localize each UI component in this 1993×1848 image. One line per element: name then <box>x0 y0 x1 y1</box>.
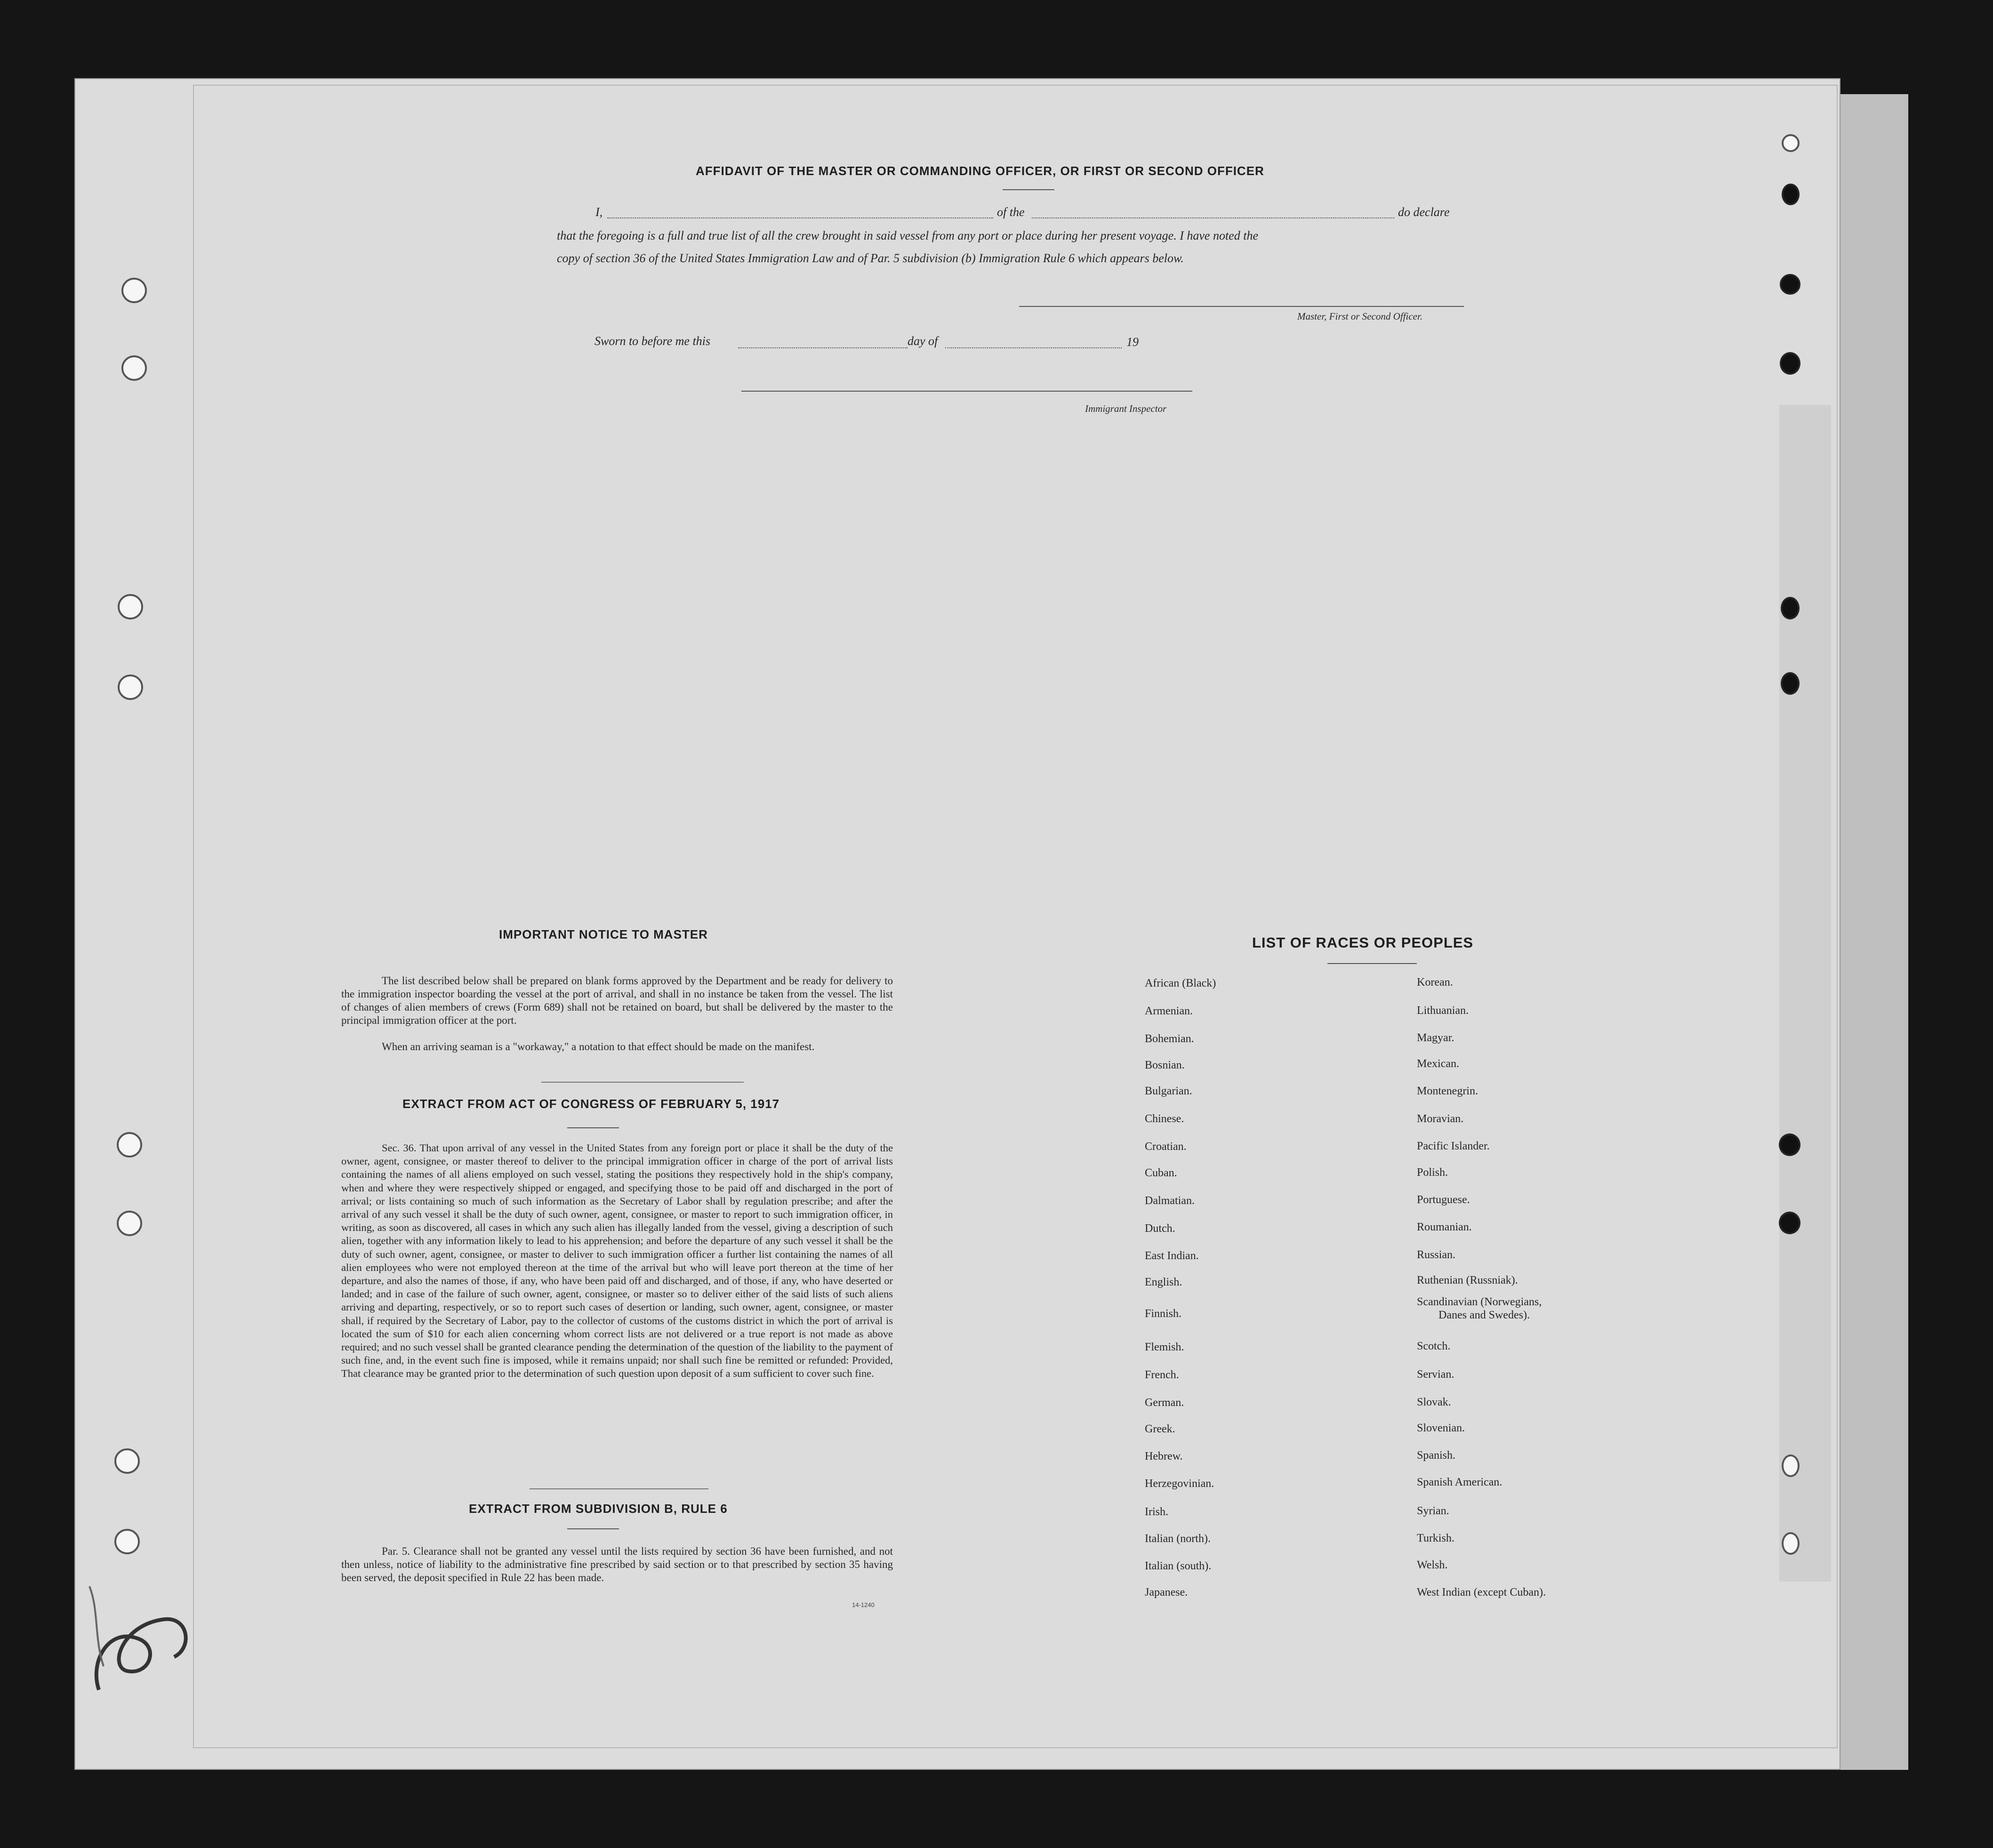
affidavit-line3: copy of section 36 of the United States Immigration Law and of Par. 5 subdivision (b) Immigration Rule 6 which appears below. <box>557 251 1184 265</box>
act-extract-title: EXTRACT FROM ACT OF CONGRESS OF FEBRUARY 5, 1917 <box>402 1097 780 1111</box>
punch-hole <box>1780 274 1800 295</box>
race-item: Lithuanian. <box>1417 1004 1469 1017</box>
race-item: Danes and Swedes). <box>1438 1309 1530 1321</box>
sworn-month-blank <box>945 347 1122 348</box>
race-item: Montenegrin. <box>1417 1085 1478 1097</box>
race-item: Ruthenian (Russniak). <box>1417 1274 1518 1286</box>
vessel-blank <box>1032 217 1394 218</box>
affidavit-title: AFFIDAVIT OF THE MASTER OR COMMANDING OFFICER, OR FIRST OR SECOND OFFICER <box>696 164 1264 178</box>
punch-hole <box>117 1132 142 1157</box>
name-blank <box>607 217 993 218</box>
title-underline <box>567 1528 619 1529</box>
race-item: English. <box>1145 1276 1182 1288</box>
punch-hole <box>1782 1532 1800 1555</box>
form-border <box>193 85 1838 1748</box>
race-item: Dutch. <box>1145 1222 1175 1235</box>
race-item: African (Black) <box>1145 977 1216 989</box>
race-item: Roumanian. <box>1417 1221 1472 1233</box>
race-item: Irish. <box>1145 1506 1168 1518</box>
notice-title: IMPORTANT NOTICE TO MASTER <box>499 927 708 941</box>
affidavit-line1-end: do declare <box>1398 205 1450 219</box>
punch-hole <box>1780 352 1800 375</box>
race-item: Bosnian. <box>1145 1059 1185 1071</box>
race-item: Herzegovinian. <box>1145 1478 1214 1490</box>
race-item: East Indian. <box>1145 1250 1199 1262</box>
form-number: 14-1240 <box>852 1601 875 1608</box>
title-underline <box>567 1127 619 1128</box>
rule-extract-title: EXTRACT FROM SUBDIVISION B, RULE 6 <box>469 1502 728 1516</box>
inspector-caption: Immigrant Inspector <box>1085 403 1167 414</box>
punch-hole <box>118 594 143 619</box>
race-item: Dalmatian. <box>1145 1195 1195 1207</box>
race-item: Slovenian. <box>1417 1422 1465 1434</box>
race-item: Welsh. <box>1417 1559 1448 1571</box>
race-item: Spanish. <box>1417 1449 1456 1462</box>
section-36-text: Sec. 36. That upon arrival of any vessel in the United States from any foreign port or place it shall be the duty of the owner, agent, consignee, or master thereof to deliver to the principal immigration officer in charge of the port of arrival lists containing the names of all aliens employed on such vessel, stating the positions they respectively hold in the ship's company, when and where they were respectively shipped or engaged, and specifying those to be paid off and discharged in the port of arrival; or lists containing so much of such information as the Secretary of Labor shall by regulation prescribe; and after the arrival of any such vessel it shall be the duty of such owner, agent, consignee, or master to report to such immigration officer, in writing, as soon as discovered, all cases in which any such alien has illegally landed from the vessel, giving a description of such alien, together with any information likely to lead to his apprehension; and before the departure of any such vessel it shall be the duty of such owner, agent, consignee, or master to deliver to such immigration officer a further list containing the names of all alien employees who were not employed thereon at the time of the arrival but who will leave port thereon at the time of her departure, and also the names of those, if any, who have been paid off and discharged, and of those, if any, who have deserted or landed; and in case of the failure of such owner, agent, consignee, or master so to deliver either of the said lists of such aliens arriving and departing, respectively, or so to report such cases of desertion or landing, such owner, agent, consignee, or master shall, if required by the Secretary of Labor, pay to the collector of customs of the customs district in which the port of arrival is located the sum of $10 for each alien concerning whom correct lists are not delivered or a true report is not made as above required; and no such vessel shall be granted clearance pending the determination of the question of the liability to the payment of such fine, and, in the event such fine is imposed, while it remains unpaid; nor shall such fine be remitted or refunded: Provided, That clearance may be granted prior to the determination of such question upon deposit of a sum sufficient to cover such fine. <box>341 1142 893 1380</box>
affidavit-line1-start: I, <box>595 205 603 219</box>
race-item: Scotch. <box>1417 1340 1451 1352</box>
race-item: Italian (north). <box>1145 1533 1211 1545</box>
affidavit-line1-middle: of the <box>997 205 1025 219</box>
race-item: Chinese. <box>1145 1113 1184 1125</box>
race-item: Portuguese. <box>1417 1194 1470 1206</box>
race-item: Russian. <box>1417 1249 1456 1261</box>
master-signature-caption: Master, First or Second Officer. <box>1297 311 1422 322</box>
race-item: Greek. <box>1145 1423 1175 1435</box>
race-item: Hebrew. <box>1145 1450 1183 1462</box>
torn-corner-mark <box>80 1567 202 1709</box>
race-item: Syrian. <box>1417 1505 1449 1517</box>
race-item: Korean. <box>1417 976 1453 988</box>
race-item: Spanish American. <box>1417 1476 1503 1488</box>
race-item: Mexican. <box>1417 1058 1459 1070</box>
race-item: Moravian. <box>1417 1113 1464 1125</box>
sworn-day-label: day of <box>908 334 938 348</box>
punch-hole <box>121 355 147 381</box>
punch-hole <box>1782 134 1800 152</box>
race-item: West Indian (except Cuban). <box>1417 1586 1546 1599</box>
punch-hole <box>114 1529 140 1554</box>
race-item: Servian. <box>1417 1368 1455 1381</box>
punch-hole <box>1782 1454 1800 1477</box>
title-underline <box>1327 963 1417 964</box>
race-item: Magyar. <box>1417 1032 1455 1044</box>
race-item: Bohemian. <box>1145 1033 1194 1045</box>
race-item: Pacific Islander. <box>1417 1140 1490 1152</box>
race-item: Polish. <box>1417 1166 1448 1179</box>
race-item: Cuban. <box>1145 1167 1177 1179</box>
race-item: Croatian. <box>1145 1141 1187 1153</box>
race-item: Turkish. <box>1417 1532 1455 1544</box>
race-item: French. <box>1145 1369 1179 1381</box>
race-item: Scandinavian (Norwegians, <box>1417 1296 1542 1308</box>
race-item: Italian (south). <box>1145 1560 1212 1572</box>
rule-6-text: Par. 5. Clearance shall not be granted any vessel until the lists required by section 36 have been furnished, and not then unless, notice of liability to the administrative fine prescribed by said section or to that prescribed by section 35 having been served, the deposit specified in Rule 22 has been made. <box>341 1545 893 1583</box>
sworn-start: Sworn to before me this <box>595 334 711 348</box>
sworn-date-blank <box>738 347 908 348</box>
section-divider <box>530 1488 708 1489</box>
affidavit-line2: that the foregoing is a full and true list of all the crew brought in said vessel from any port or place during her present voyage. I have noted the <box>557 229 1258 242</box>
punch-hole <box>121 278 147 303</box>
notice-paragraph-2: When an arriving seaman is a "workaway," a notation to that effect should be made on the manifest. <box>382 1041 815 1053</box>
title-underline <box>1003 189 1054 190</box>
punch-hole <box>114 1448 140 1474</box>
punch-hole <box>1779 1133 1800 1156</box>
notice-paragraph-1: The list described below shall be prepared on blank forms approved by the Department and be ready for delivery to the immigration inspector boarding the vessel at the port of arrival, and shall in no instance be taken from the vessel. The list of changes of alien members of crews (Form 689) shall not be retained on board, but shall be delivered by the master to the principal immigration officer at the port. <box>341 975 893 1026</box>
show-through-column <box>1779 405 1831 1582</box>
race-item: Flemish. <box>1145 1341 1184 1353</box>
race-item: German. <box>1145 1397 1184 1409</box>
section-divider <box>541 1082 744 1083</box>
inspector-signature-line <box>741 391 1192 392</box>
race-item: Finnish. <box>1145 1308 1182 1320</box>
sworn-year: 19 <box>1126 335 1139 349</box>
master-signature-line <box>1019 306 1464 307</box>
race-item: Bulgarian. <box>1145 1085 1192 1097</box>
punch-hole <box>118 675 143 700</box>
races-title: LIST OF RACES OR PEOPLES <box>1252 934 1474 951</box>
punch-hole <box>117 1211 142 1236</box>
race-item: Armenian. <box>1145 1005 1193 1017</box>
punch-hole <box>1782 184 1800 205</box>
punch-hole <box>1779 1212 1800 1234</box>
punch-hole <box>1781 672 1800 695</box>
race-item: Slovak. <box>1417 1396 1451 1408</box>
race-item: Japanese. <box>1145 1586 1188 1599</box>
punch-hole <box>1781 597 1800 619</box>
